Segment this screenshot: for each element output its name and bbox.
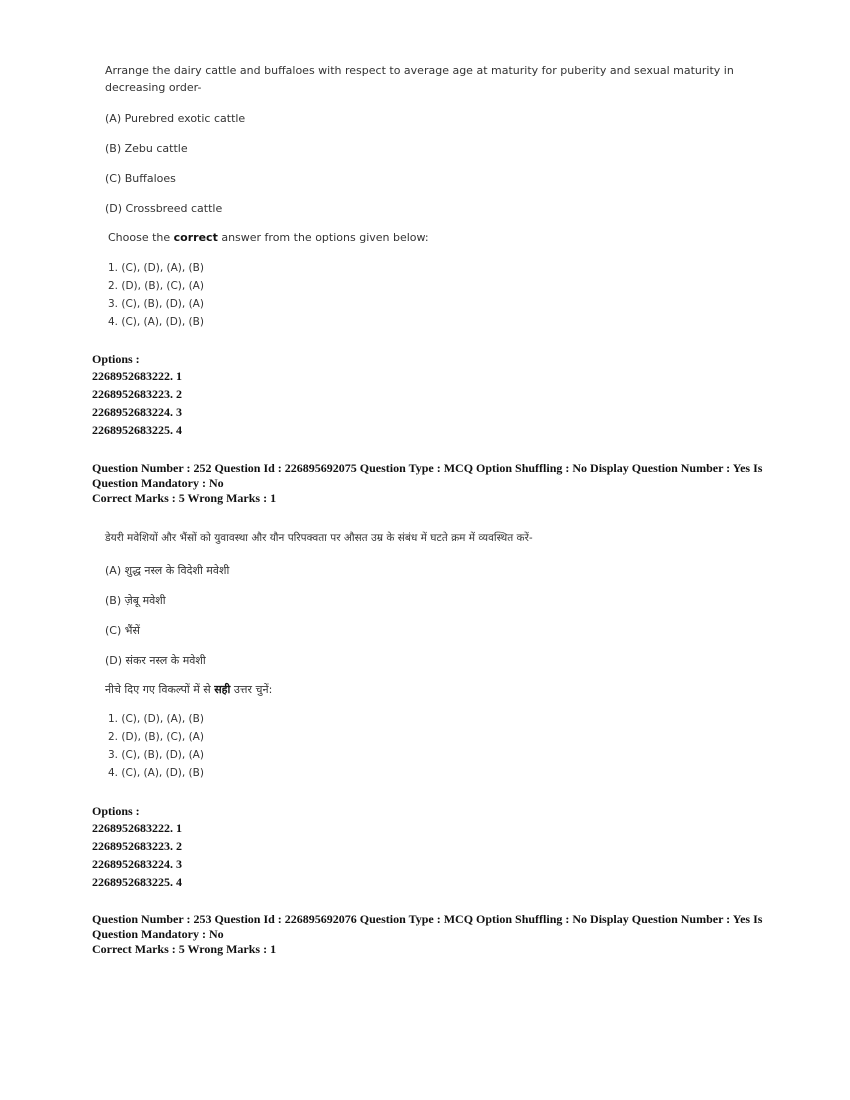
q2-choose-keyword: सही bbox=[214, 683, 231, 696]
option-row: 2268952683224. 3 bbox=[92, 405, 182, 419]
q2-item-b: (B) ज़ेबू मवेशी bbox=[105, 594, 166, 607]
q2-choose-pre: नीचे दिए गए विकल्पों में से bbox=[105, 683, 215, 696]
q2-stem: डेयरी मवेशियों और भैंसों को युवावस्था और यौन परिपक्वता पर औसत उम्र के संबंध में घटते क्रम में व्यवस्थित करें- bbox=[105, 532, 533, 544]
question-marks: Correct Marks : 5 Wrong Marks : 1 bbox=[92, 491, 277, 505]
question-marks: Correct Marks : 5 Wrong Marks : 1 bbox=[92, 942, 277, 956]
q2-item-a: (A) शुद्ध नस्ल के विदेशी मवेशी bbox=[105, 564, 230, 577]
q1-choose-pre: Choose the bbox=[108, 231, 174, 244]
q1-stem-line2: decreasing order- bbox=[105, 81, 202, 94]
q1-stem-line1: Arrange the dairy cattle and buffaloes with respect to average age at maturity for puberity and sexual maturity in bbox=[105, 64, 734, 77]
question-meta-line1: Question Number : 253 Question Id : 226895692076 Question Type : MCQ Option Shuffling : No Display Question Number : Yes Is bbox=[92, 912, 763, 926]
q2-item-c: (C) भैंसें bbox=[105, 624, 140, 637]
option-row: 2268952683222. 1 bbox=[92, 369, 182, 383]
q1-item-b: (B) Zebu cattle bbox=[105, 142, 188, 155]
question-meta-line2: Question Mandatory : No bbox=[92, 927, 224, 941]
q2-answer-3: 3. (C), (B), (D), (A) bbox=[108, 749, 204, 761]
question-meta-line1: Question Number : 252 Question Id : 226895692075 Question Type : MCQ Option Shuffling : No Display Question Number : Yes Is bbox=[92, 461, 763, 475]
option-row: 2268952683222. 1 bbox=[92, 821, 182, 835]
q2-answer-4: 4. (C), (A), (D), (B) bbox=[108, 767, 204, 779]
q1-choose-post: answer from the options given below: bbox=[217, 231, 429, 244]
q2-answer-2: 2. (D), (B), (C), (A) bbox=[108, 731, 204, 743]
q2-choose-post: उत्तर चुनें: bbox=[230, 683, 273, 696]
question-meta-line2: Question Mandatory : No bbox=[92, 476, 224, 490]
options-label: Options : bbox=[92, 804, 140, 818]
option-row: 2268952683223. 2 bbox=[92, 839, 182, 853]
option-row: 2268952683225. 4 bbox=[92, 423, 182, 437]
q1-item-d: (D) Crossbreed cattle bbox=[105, 202, 223, 215]
q1-choose-instruction bbox=[108, 230, 429, 246]
q1-choose-keyword: correct bbox=[173, 231, 218, 244]
q2-item-d: (D) संकर नस्ल के मवेशी bbox=[105, 654, 206, 667]
options-label: Options : bbox=[92, 352, 140, 366]
q2-answer-1: 1. (C), (D), (A), (B) bbox=[108, 713, 204, 725]
q1-answer-1: 1. (C), (D), (A), (B) bbox=[108, 262, 204, 274]
q1-answer-2: 2. (D), (B), (C), (A) bbox=[108, 280, 204, 292]
option-row: 2268952683223. 2 bbox=[92, 387, 182, 401]
q1-item-a: (A) Purebred exotic cattle bbox=[105, 112, 246, 125]
q2-choose-instruction bbox=[105, 682, 272, 698]
q1-answer-4: 4. (C), (A), (D), (B) bbox=[108, 316, 204, 328]
option-row: 2268952683225. 4 bbox=[92, 875, 182, 889]
q1-item-c: (C) Buffaloes bbox=[105, 172, 176, 185]
option-row: 2268952683224. 3 bbox=[92, 857, 182, 871]
q1-answer-3: 3. (C), (B), (D), (A) bbox=[108, 298, 204, 310]
